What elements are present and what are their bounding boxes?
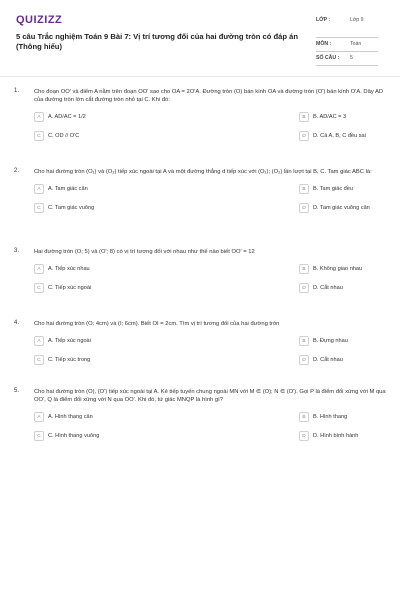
option-text: B. AD/AC = 3 <box>313 114 347 120</box>
option-text: C. Tiếp xúc ngoài <box>48 285 92 291</box>
option-text: B. Không giao nhau <box>313 266 363 272</box>
option-text: A. Tiếp xúc nhau <box>48 266 90 272</box>
question-text: Hai đường tròn (O; 5) và (O'; 8) có vị trí tương đối với nhau như thế nào biết OO' = 12 <box>34 249 255 255</box>
option-b[interactable] <box>299 336 386 346</box>
worksheet-header <box>14 12 386 80</box>
option-a[interactable] <box>34 412 205 422</box>
option-a[interactable] <box>34 112 205 122</box>
option-c[interactable] <box>34 431 205 441</box>
option-letter: D <box>299 203 309 213</box>
option-b[interactable] <box>299 184 386 194</box>
option-letter: C <box>34 431 44 441</box>
meta-class-row <box>316 14 378 38</box>
question-text: Cho hai đường tròn (O₁) và (O₂) tiếp xúc ngoài tại A và một đường thẳng d tiếp xúc với (O₁); (O₂) lần lượt tại B, C. Tam giác ABC là: <box>34 169 372 175</box>
option-a[interactable] <box>34 184 205 194</box>
option-text: D. Hình bình hành <box>313 433 359 439</box>
option-c[interactable] <box>34 131 205 141</box>
option-letter: B <box>299 112 309 122</box>
option-letter: B <box>299 264 309 274</box>
option-letter: A <box>34 112 44 122</box>
answer-options <box>34 112 386 141</box>
option-text: D. Cắt nhau <box>313 357 343 363</box>
option-text: B. Tam giác đều <box>313 186 354 192</box>
meta-class-value: Lớp 9 <box>350 17 364 23</box>
option-a[interactable] <box>34 264 205 274</box>
quizizz-logo: QUIZIZZ <box>16 14 63 26</box>
meta-subject-row <box>316 38 378 52</box>
option-b[interactable] <box>299 112 386 122</box>
option-letter: C <box>34 203 44 213</box>
answer-options <box>34 336 386 365</box>
option-letter: C <box>34 355 44 365</box>
meta-subject-label: MÔN : <box>316 41 332 47</box>
option-letter: B <box>299 412 309 422</box>
option-letter: A <box>34 336 44 346</box>
answer-options <box>34 184 386 213</box>
option-text: B. Đựng nhau <box>313 338 348 344</box>
question-number: 3. <box>14 248 20 254</box>
option-c[interactable] <box>34 355 205 365</box>
option-c[interactable] <box>34 283 205 293</box>
option-text: A. Tam giác cân <box>48 186 88 192</box>
answer-options <box>34 412 386 441</box>
option-letter: C <box>34 131 44 141</box>
question-1 <box>14 88 386 168</box>
option-d[interactable] <box>299 283 386 293</box>
option-text: D. Tam giác vuông cân <box>313 205 370 211</box>
question-5 <box>14 388 386 468</box>
option-d[interactable] <box>299 355 386 365</box>
worksheet-meta <box>316 14 378 66</box>
option-letter: A <box>34 184 44 194</box>
question-3 <box>14 248 386 320</box>
question-2 <box>14 168 386 248</box>
option-text: A. AD/AC = 1/2 <box>48 114 86 120</box>
question-list <box>14 88 386 468</box>
question-4 <box>14 320 386 388</box>
option-letter: A <box>34 412 44 422</box>
option-text: D. Cả A, B, C đều sai <box>313 133 366 139</box>
option-letter: C <box>34 283 44 293</box>
question-text: Cho hai đường tròn (O), (O') tiếp xúc ngoài tại A. Kẻ tiếp tuyến chung ngoài MN với M ∈ (O); N ∈ (O'). Gọi P là điểm đối xứng với M qua OO', Q là điểm đối xứng với N qua OO'. Khi đó, tứ giác MNQP là hình gì? <box>34 389 386 403</box>
question-text: Cho hai đường tròn (O; 4cm) và (I; 6cm). Biết OI = 2cm. Tìm vị trí tương đối của hai đường tròn <box>34 321 280 327</box>
meta-subject-value: Toán <box>350 41 362 47</box>
option-text: C. Tiếp xúc trong <box>48 357 91 363</box>
option-d[interactable] <box>299 431 386 441</box>
meta-count-value: 5 <box>350 55 353 61</box>
option-letter: B <box>299 184 309 194</box>
question-number: 5. <box>14 388 20 394</box>
meta-count-row <box>316 52 378 66</box>
option-letter: D <box>299 355 309 365</box>
option-text: A. Tiếp xúc ngoài <box>48 338 91 344</box>
option-text: C. Tam giác vuông <box>48 205 95 211</box>
worksheet-title: 5 câu Trắc nghiệm Toán 9 Bài 7: Vị trí tương đối của hai đường tròn có đáp án (Thông hiểu) <box>16 32 298 51</box>
header-divider <box>0 76 400 77</box>
option-letter: D <box>299 283 309 293</box>
meta-count-label: SỐ CÂU : <box>316 55 340 61</box>
question-number: 4. <box>14 320 20 326</box>
meta-class-label: LỚP : <box>316 17 331 23</box>
option-d[interactable] <box>299 131 386 141</box>
option-letter: D <box>299 131 309 141</box>
option-a[interactable] <box>34 336 205 346</box>
option-c[interactable] <box>34 203 205 213</box>
option-text: B. Hình thang <box>313 414 348 420</box>
option-letter: D <box>299 431 309 441</box>
option-b[interactable] <box>299 264 386 274</box>
option-letter: A <box>34 264 44 274</box>
option-text: A. Hình thang cân <box>48 414 93 420</box>
option-letter: B <box>299 336 309 346</box>
question-number: 1. <box>14 88 20 94</box>
option-text: C. OD // O'C <box>48 133 80 139</box>
answer-options <box>34 264 386 293</box>
option-text: D. Cắt nhau <box>313 285 343 291</box>
question-text: Cho đoạn OO' và điểm A nằm trên đoạn OO' sao cho OA = 2O'A. Đường tròn (O) bán kính OA và đường tròn (O') bán kính O'A. Dây AD của đường tròn lớn cắt đường tròn nhỏ tại C. Khi đó: <box>34 89 384 103</box>
option-b[interactable] <box>299 412 386 422</box>
question-number: 2. <box>14 168 20 174</box>
option-d[interactable] <box>299 203 386 213</box>
option-text: C. Hình thang vuông <box>48 433 100 439</box>
